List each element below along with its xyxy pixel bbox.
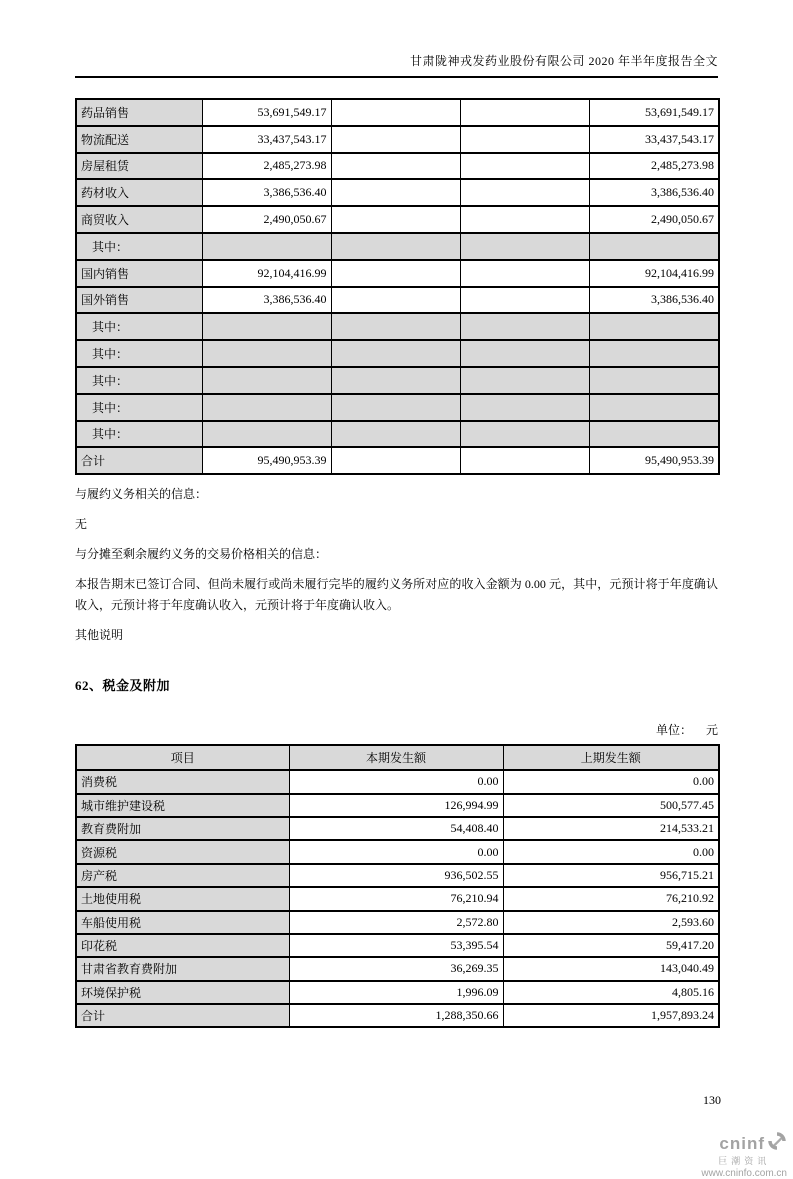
tax-prior-cell: 214,533.21 bbox=[503, 817, 719, 840]
tax-current-cell: 126,994.99 bbox=[289, 794, 503, 817]
tax-prior-cell: 1,957,893.24 bbox=[503, 1004, 719, 1027]
revenue-label-cell: 其中： bbox=[76, 313, 202, 340]
revenue-v1-cell: 2,485,273.98 bbox=[202, 153, 331, 180]
revenue-v2-cell bbox=[331, 99, 460, 126]
revenue-v1-cell: 3,386,536.40 bbox=[202, 287, 331, 314]
tax-item-cell: 甘肃省教育费附加 bbox=[76, 957, 289, 980]
tax-current-cell: 36,269.35 bbox=[289, 957, 503, 980]
tax-table-body bbox=[76, 770, 719, 1027]
tax-prior-cell: 59,417.20 bbox=[503, 934, 719, 957]
revenue-v1-cell: 3,386,536.40 bbox=[202, 179, 331, 206]
tax-header-prior-period: 上期发生额 bbox=[503, 745, 719, 770]
revenue-row bbox=[76, 367, 719, 394]
revenue-row bbox=[76, 126, 719, 153]
revenue-v4-cell: 3,386,536.40 bbox=[589, 287, 719, 314]
revenue-v4-cell bbox=[589, 233, 719, 260]
taxes-and-surcharges-table bbox=[75, 744, 720, 1028]
cninfo-logo-subtitle: 巨潮资讯 bbox=[718, 1156, 771, 1166]
tax-header-current-period: 本期发生额 bbox=[289, 745, 503, 770]
revenue-v3-cell bbox=[460, 206, 589, 233]
tax-item-cell: 消费税 bbox=[76, 770, 289, 793]
revenue-v4-cell: 92,104,416.99 bbox=[589, 260, 719, 287]
revenue-v4-cell bbox=[589, 421, 719, 448]
unit-value: 元 bbox=[705, 723, 718, 738]
revenue-v2-cell bbox=[331, 179, 460, 206]
section-heading-taxes: 62、税金及附加 bbox=[75, 678, 171, 694]
revenue-v1-cell: 33,437,543.17 bbox=[202, 126, 331, 153]
tax-item-cell: 城市维护建设税 bbox=[76, 794, 289, 817]
revenue-row bbox=[76, 260, 719, 287]
revenue-row bbox=[76, 99, 719, 126]
revenue-v3-cell bbox=[460, 394, 589, 421]
revenue-row bbox=[76, 421, 719, 448]
cninfo-logo-top bbox=[701, 1131, 787, 1155]
revenue-label-cell: 其中： bbox=[76, 233, 202, 260]
revenue-v3-cell bbox=[460, 233, 589, 260]
revenue-v4-cell: 53,691,549.17 bbox=[589, 99, 719, 126]
tax-current-cell: 76,210.94 bbox=[289, 887, 503, 910]
cninfo-logo bbox=[701, 1131, 787, 1179]
revenue-label-cell: 商贸收入 bbox=[76, 206, 202, 233]
note-line: 无 bbox=[75, 517, 88, 532]
tax-table-header-row bbox=[76, 745, 719, 770]
revenue-row bbox=[76, 153, 719, 180]
revenue-v1-cell bbox=[202, 367, 331, 394]
revenue-table-body bbox=[76, 99, 719, 474]
revenue-v3-cell bbox=[460, 179, 589, 206]
revenue-v4-cell bbox=[589, 394, 719, 421]
tax-prior-cell: 956,715.21 bbox=[503, 864, 719, 887]
tax-current-cell: 53,395.54 bbox=[289, 934, 503, 957]
revenue-row bbox=[76, 287, 719, 314]
cninfo-logo-wordmark: cninf bbox=[719, 1133, 765, 1153]
revenue-row bbox=[76, 233, 719, 260]
tax-current-cell: 54,408.40 bbox=[289, 817, 503, 840]
tax-current-cell: 936,502.55 bbox=[289, 864, 503, 887]
page-number: 130 bbox=[703, 1093, 721, 1107]
revenue-row bbox=[76, 313, 719, 340]
revenue-label-cell: 其中： bbox=[76, 421, 202, 448]
revenue-v2-cell bbox=[331, 447, 460, 474]
tax-prior-cell: 0.00 bbox=[503, 840, 719, 863]
revenue-label-cell: 房屋租赁 bbox=[76, 153, 202, 180]
tax-prior-cell: 500,577.45 bbox=[503, 794, 719, 817]
revenue-breakdown-table bbox=[75, 98, 720, 475]
revenue-v3-cell bbox=[460, 447, 589, 474]
tax-current-cell: 1,288,350.66 bbox=[289, 1004, 503, 1027]
revenue-v2-cell bbox=[331, 340, 460, 367]
revenue-v4-cell: 2,485,273.98 bbox=[589, 153, 719, 180]
tax-item-cell: 合计 bbox=[76, 1004, 289, 1027]
revenue-v3-cell bbox=[460, 126, 589, 153]
revenue-v1-cell bbox=[202, 233, 331, 260]
revenue-label-cell: 国内销售 bbox=[76, 260, 202, 287]
revenue-v1-cell bbox=[202, 340, 331, 367]
unit-label: 单位： bbox=[655, 723, 692, 738]
tax-prior-cell: 2,593.60 bbox=[503, 911, 719, 934]
revenue-label-cell: 其中： bbox=[76, 340, 202, 367]
tax-item-cell: 印花税 bbox=[76, 934, 289, 957]
tax-current-cell: 0.00 bbox=[289, 840, 503, 863]
cninfo-logo-url: www.cninfo.com.cn bbox=[701, 1168, 787, 1179]
revenue-v2-cell bbox=[331, 287, 460, 314]
tax-row bbox=[76, 840, 719, 863]
tax-item-cell: 土地使用税 bbox=[76, 887, 289, 910]
revenue-v1-cell: 2,490,050.67 bbox=[202, 206, 331, 233]
tax-row bbox=[76, 911, 719, 934]
revenue-v3-cell bbox=[460, 340, 589, 367]
revenue-v2-cell bbox=[331, 367, 460, 394]
tax-row bbox=[76, 794, 719, 817]
revenue-v4-cell bbox=[589, 313, 719, 340]
revenue-v1-cell bbox=[202, 394, 331, 421]
revenue-v1-cell: 53,691,549.17 bbox=[202, 99, 331, 126]
tax-row bbox=[76, 981, 719, 1004]
revenue-v1-cell bbox=[202, 421, 331, 448]
revenue-v4-cell bbox=[589, 367, 719, 394]
revenue-label-cell: 国外销售 bbox=[76, 287, 202, 314]
revenue-v1-cell: 95,490,953.39 bbox=[202, 447, 331, 474]
tax-item-cell: 环境保护税 bbox=[76, 981, 289, 1004]
tax-item-cell: 教育费附加 bbox=[76, 817, 289, 840]
tax-prior-cell: 143,040.49 bbox=[503, 957, 719, 980]
revenue-row bbox=[76, 340, 719, 367]
tax-item-cell: 资源税 bbox=[76, 840, 289, 863]
document-header-title: 甘肃陇神戎发药业股份有限公司 2020 年半年度报告全文 bbox=[75, 52, 718, 78]
revenue-label-cell: 物流配送 bbox=[76, 126, 202, 153]
tax-prior-cell: 4,805.16 bbox=[503, 981, 719, 1004]
tax-item-cell: 车船使用税 bbox=[76, 911, 289, 934]
tax-row bbox=[76, 934, 719, 957]
revenue-v3-cell bbox=[460, 367, 589, 394]
revenue-v4-cell: 2,490,050.67 bbox=[589, 206, 719, 233]
performance-obligation-notes bbox=[75, 484, 718, 646]
tax-row bbox=[76, 864, 719, 887]
tax-item-cell: 房产税 bbox=[76, 864, 289, 887]
revenue-v2-cell bbox=[331, 153, 460, 180]
revenue-v4-cell: 33,437,543.17 bbox=[589, 126, 719, 153]
tax-row bbox=[76, 817, 719, 840]
revenue-row bbox=[76, 394, 719, 421]
cninfo-swirl-icon bbox=[767, 1131, 787, 1155]
revenue-label-cell: 药品销售 bbox=[76, 99, 202, 126]
tax-header-item: 项目 bbox=[76, 745, 289, 770]
revenue-v2-cell bbox=[331, 421, 460, 448]
note-line: 其他说明 bbox=[75, 628, 124, 643]
note-line: 与分摊至剩余履约义务的交易价格相关的信息： bbox=[75, 547, 328, 562]
revenue-row bbox=[76, 206, 719, 233]
revenue-v4-cell: 3,386,536.40 bbox=[589, 179, 719, 206]
revenue-v3-cell bbox=[460, 421, 589, 448]
tax-prior-cell: 0.00 bbox=[503, 770, 719, 793]
revenue-v2-cell bbox=[331, 394, 460, 421]
report-page bbox=[0, 52, 793, 1028]
tax-current-cell: 0.00 bbox=[289, 770, 503, 793]
revenue-v3-cell bbox=[460, 99, 589, 126]
tax-current-cell: 2,572.80 bbox=[289, 911, 503, 934]
revenue-v3-cell bbox=[460, 313, 589, 340]
revenue-v3-cell bbox=[460, 260, 589, 287]
revenue-label-cell: 其中： bbox=[76, 394, 202, 421]
revenue-v2-cell bbox=[331, 313, 460, 340]
note-line: 本报告期末已签订合同、但尚未履行或尚未履行完毕的履约义务所对应的收入金额为 0.00 元，其中，元预计将于年度确认收入，元预计将于年度确认收入，元预计将于年度确认收入。 bbox=[75, 577, 718, 613]
revenue-v2-cell bbox=[331, 260, 460, 287]
tax-prior-cell: 76,210.92 bbox=[503, 887, 719, 910]
revenue-v1-cell bbox=[202, 313, 331, 340]
note-line: 与履约义务相关的信息： bbox=[75, 487, 208, 502]
tax-current-cell: 1,996.09 bbox=[289, 981, 503, 1004]
revenue-v4-cell: 95,490,953.39 bbox=[589, 447, 719, 474]
unit-line bbox=[75, 721, 718, 738]
revenue-row bbox=[76, 179, 719, 206]
revenue-v3-cell bbox=[460, 153, 589, 180]
revenue-label-cell: 合计 bbox=[76, 447, 202, 474]
revenue-v3-cell bbox=[460, 287, 589, 314]
revenue-v2-cell bbox=[331, 233, 460, 260]
revenue-v2-cell bbox=[331, 126, 460, 153]
revenue-v2-cell bbox=[331, 206, 460, 233]
revenue-row bbox=[76, 447, 719, 474]
revenue-v1-cell: 92,104,416.99 bbox=[202, 260, 331, 287]
revenue-label-cell: 其中： bbox=[76, 367, 202, 394]
revenue-label-cell: 药材收入 bbox=[76, 179, 202, 206]
tax-row bbox=[76, 770, 719, 793]
tax-row bbox=[76, 957, 719, 980]
tax-row bbox=[76, 1004, 719, 1027]
revenue-v4-cell bbox=[589, 340, 719, 367]
tax-row bbox=[76, 887, 719, 910]
